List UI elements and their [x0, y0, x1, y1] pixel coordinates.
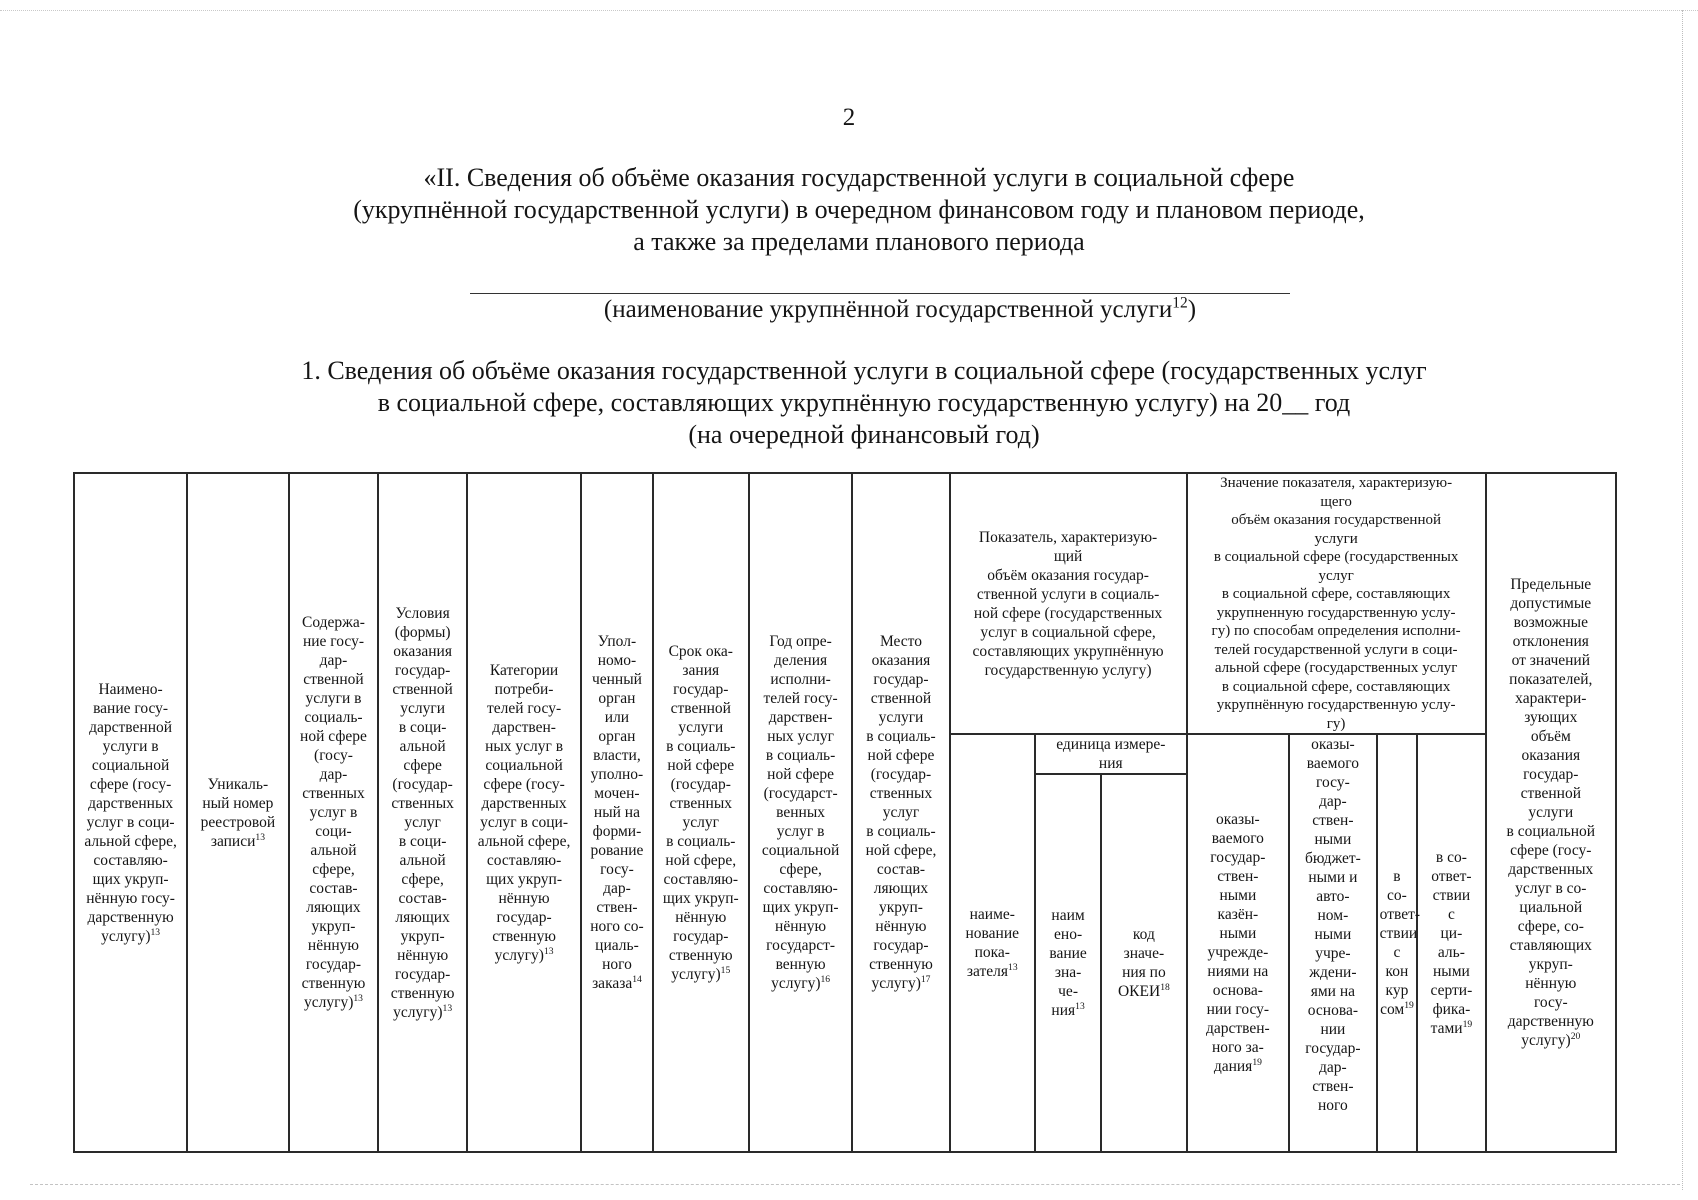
header-authorized-body: Упол- номо- ченный орган или орган власти, уполно- мочен- ный на форми- рование госу- дар- ствен- ного со- циаль- ного заказа$^{14}$: [581, 473, 653, 1152]
footnote-ref: 18: [1160, 981, 1170, 993]
scan-edge-bottom: [30, 1184, 1680, 1185]
footnote-ref: 16: [820, 973, 831, 985]
header-service-name: Наимено- вание госу- дарственной услуги в социальной сфере (госу- дарственных услуг в соци- альной сфере, составляю- щих укруп- нённую госу- дарственную услугу)$^{13}$: [74, 473, 187, 1152]
header-group-indicator-value: Значение показателя, характеризую- щего объём оказания государственной услуги в социальной сфере (государственных услуг в социальной сфере, составляющих укрупненную государственную услу- гу) по способам определения исполни- телей государственной услуги в соци- альной сфере (государственных услуг в социальной сфере, составляющих укрупнённую государственную услу- гу): [1187, 473, 1486, 734]
footnote-ref: 13: [543, 945, 554, 957]
footnote-ref: 20: [1570, 1030, 1581, 1042]
header-indicator-name: наиме- нование пока- зателя$^{13}$: [950, 734, 1035, 1152]
footnote-ref: 17: [920, 973, 931, 985]
header-service-term: Срок ока- зания государ- ственной услуги в социаль- ной сфере (государ- ственных услуг в социаль- ной сфере, составляю- щих укруп- нённую государ- ственную услугу)$^{15}$: [653, 473, 749, 1152]
header-service-place: Место оказания государ- ственной услуги в социаль- ной сфере (государ- ственных услуг в социаль- ной сфере, состав- ляющих укруп- нённую государ- ственную услугу)$^{17}$: [852, 473, 949, 1152]
footnote-ref: 19: [1404, 999, 1414, 1011]
header-unit-name: наим ено- вание зна- че- ния$^{13}$: [1035, 774, 1101, 1152]
footnote-ref: 13: [150, 926, 161, 938]
header-competition: в со- ответ- ствии с кон кур сом$^{19}$: [1377, 734, 1418, 1152]
footnote-ref: 14: [632, 973, 642, 985]
header-okei-code: код значе- ния по ОКЕИ$^{18}$: [1101, 774, 1186, 1152]
header-social-certificates: в со- ответ- ствии с ци- аль- ными серти- фика- тами$^{19}$: [1417, 734, 1485, 1152]
header-registry-number: Уникаль- ный номер реестровой записи$^{13}$: [187, 473, 288, 1152]
footnote-ref: 13: [255, 831, 265, 843]
header-permissible-deviations: Предельные допустимые возможные отклонения от значений показателей, характери- зующих объём оказания государ- ственной услуги в социальной сфере (госу- дарственных услуг в со- циальной сфере, со- ставляющих укруп- нённую госу- дарственную услугу)$^{20}$: [1486, 473, 1616, 1152]
footnote-ref: 13: [442, 1002, 453, 1014]
footnote-ref: 19: [1252, 1056, 1262, 1068]
footnote-ref: 13: [1008, 961, 1018, 973]
section-title: «II. Сведения об объёме оказания государственной услуги в социальной сфере (укрупнённой государственной услуги) в очередном финансовом году и плановом периоде, а также за пределами планового периода: [353, 163, 1365, 256]
header-group-indicator: Показатель, характеризую- щий объём оказания государ- ственной услуги в социаль- ной сфере (государственных услуг в социальной сфере, составляющих укрупнённую государственную услугу): [950, 473, 1187, 734]
header-determination-year: Год опре- деления исполни- телей госу- дарствен- ных услуг в социаль- ной сфере (государст- венных услуг в социальной сфере, составляю- щих укруп- нённую государст- венную услугу)$^{16}$: [749, 473, 853, 1152]
scan-edge-top: [0, 10, 1698, 11]
footnote-ref: 13: [353, 992, 363, 1004]
footnote-ref: 12: [1172, 294, 1188, 312]
page-number: 2: [842, 104, 856, 131]
header-budget-autonomous: оказы- ваемого госу- дар- ствен- ными бюджет- ными и авто- ном- ными учре- ждени- ями на основа- нии государ- дар- ствен- ного: [1289, 734, 1377, 1152]
footnote-ref: 13: [1075, 1000, 1085, 1012]
header-group-unit: единица измере- ния: [1035, 734, 1187, 774]
footnote-ref: 19: [1462, 1018, 1473, 1030]
footnote-ref: 15: [720, 964, 731, 976]
subsection-title: 1. Сведения об объёме оказания государственной услуги в социальной сфере (государственных услуг в социальной сфере, составляющих укрупнённую государственную услугу) на 20__ год (на очередной финансовый год): [301, 356, 1427, 449]
volume-indicators-table: [73, 472, 1617, 1153]
header-state-assignment: оказы- ваемого государ- ствен- ными казён- ными учрежде- ниями на основа- нии госу- дарствен- ного за- дания$^{19}$: [1187, 734, 1290, 1152]
service-name-caption: (наименование укрупнённой государственной услуги$^{12}$): [603, 294, 1197, 323]
header-service-conditions: Условия (формы) оказания государ- ственной услуги в соци- альной сфере (государ- ственных услуг в соци- альной сфере, состав- ляющих укруп- нённую государ- ственную услугу)$^{13}$: [378, 473, 467, 1152]
service-name-line: [470, 293, 1290, 294]
header-consumer-categories: Категории потреби- телей госу- дарствен- ных услуг в социальной сфере (госу- дарственных услуг в соци- альной сфере, составляю- щих укруп- нённую государ- ственную услугу)$^{13}$: [467, 473, 581, 1152]
header-service-content: Содержа- ние госу- дар- ственной услуги в социаль- ной сфере (госу- дар- ственных услуг в соци- альной сфере, состав- ляющих укруп- нённую государ- ственную услугу)$^{13}$: [289, 473, 379, 1152]
